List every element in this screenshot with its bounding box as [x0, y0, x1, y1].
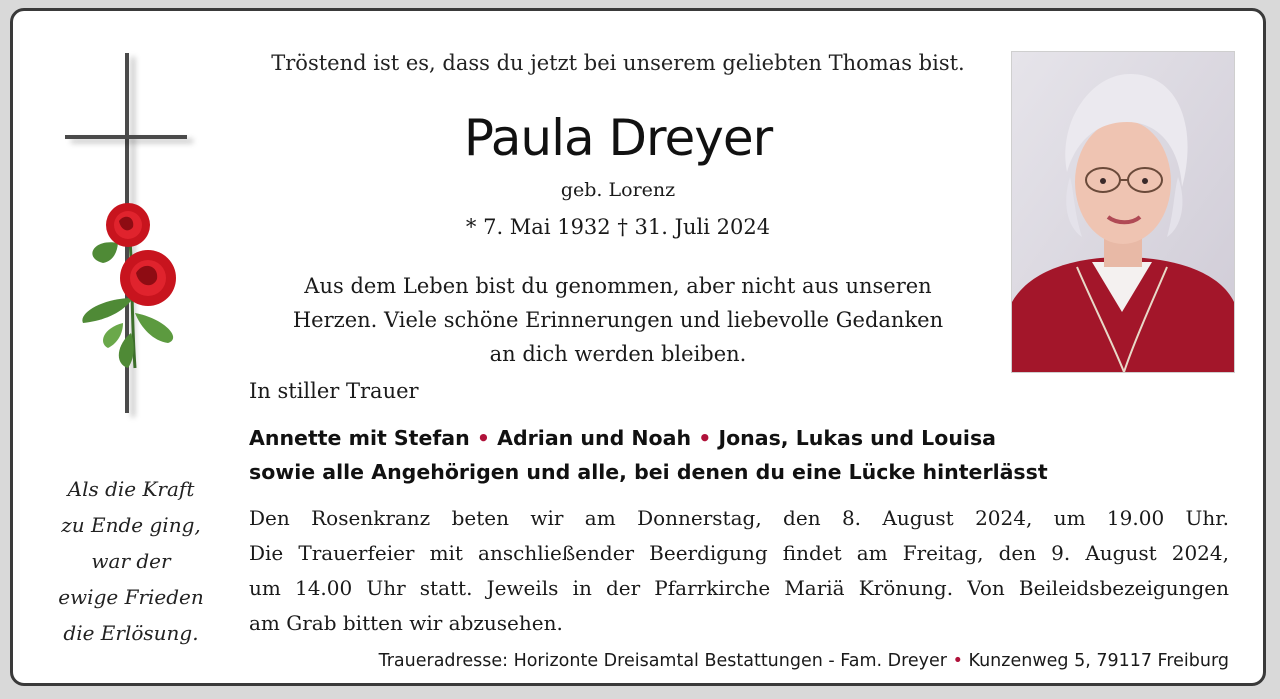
family-names [249, 421, 1239, 489]
cross-horizontal-beam [65, 135, 187, 139]
deceased-name: Paula Dreyer [463, 109, 773, 167]
roses-icon [73, 203, 193, 373]
family-line-1 [249, 421, 1239, 455]
address-part-1: Traueradresse: Horizonte Dreisamtal Bestattungen - Fam. Dreyer [378, 651, 947, 671]
separator-dot: • [476, 426, 490, 450]
family-group-2: Adrian und Noah [497, 426, 692, 450]
info-line: am Grab bitten wir abzusehen. [249, 611, 563, 635]
family-group-1: Annette mit Stefan [249, 426, 470, 450]
quote-verse [41, 471, 221, 651]
quote-line: war der [91, 549, 171, 573]
family-group-3: Jonas, Lukas und Louisa [718, 426, 996, 450]
verse-line: an dich werden bleiben. [489, 342, 747, 366]
quote-line: die Erlösung. [63, 621, 199, 645]
quote-line: ewige Frieden [58, 585, 204, 609]
verse-line: Aus dem Leben bist du genommen, aber nicht aus unseren [304, 274, 932, 298]
obituary-card [10, 8, 1266, 686]
info-line: um 14.00 Uhr statt. Jeweils in der Pfarrkirche Mariä Krönung. Von Beileidsbezeigungen [249, 576, 1229, 600]
info-line: Die Trauerfeier mit anschließender Beerdigung findet am Freitag, den 9. August 2024, [249, 541, 1229, 565]
mourning-intro: In stiller Trauer [249, 379, 419, 403]
memorial-verse [253, 269, 983, 371]
birth-name: geb. Lorenz [560, 179, 676, 201]
mourning-address [249, 651, 1229, 671]
info-line: Den Rosenkranz beten wir am Donnerstag, den 8. August 2024, um 19.00 Uhr. [249, 506, 1229, 530]
service-info [249, 501, 1229, 641]
cross-with-roses [53, 53, 203, 418]
quote-line: zu Ende ging, [61, 513, 201, 537]
separator-dot: • [952, 651, 963, 671]
family-line-2: sowie alle Angehörigen und alle, bei denen du eine Lücke hinterlässt [249, 460, 1048, 484]
verse-line: Herzen. Viele schöne Erinnerungen und liebevolle Gedanken [292, 308, 944, 332]
opening-line: Tröstend ist es, dass du jetzt bei unserem geliebten Thomas bist. [271, 51, 965, 75]
quote-line: Als die Kraft [67, 477, 195, 501]
separator-dot: • [698, 426, 712, 450]
life-dates: * 7. Mai 1932 † 31. Juli 2024 [465, 215, 771, 239]
address-part-2: Kunzenweg 5, 79117 Freiburg [968, 651, 1229, 671]
portrait-photo [1011, 51, 1235, 373]
